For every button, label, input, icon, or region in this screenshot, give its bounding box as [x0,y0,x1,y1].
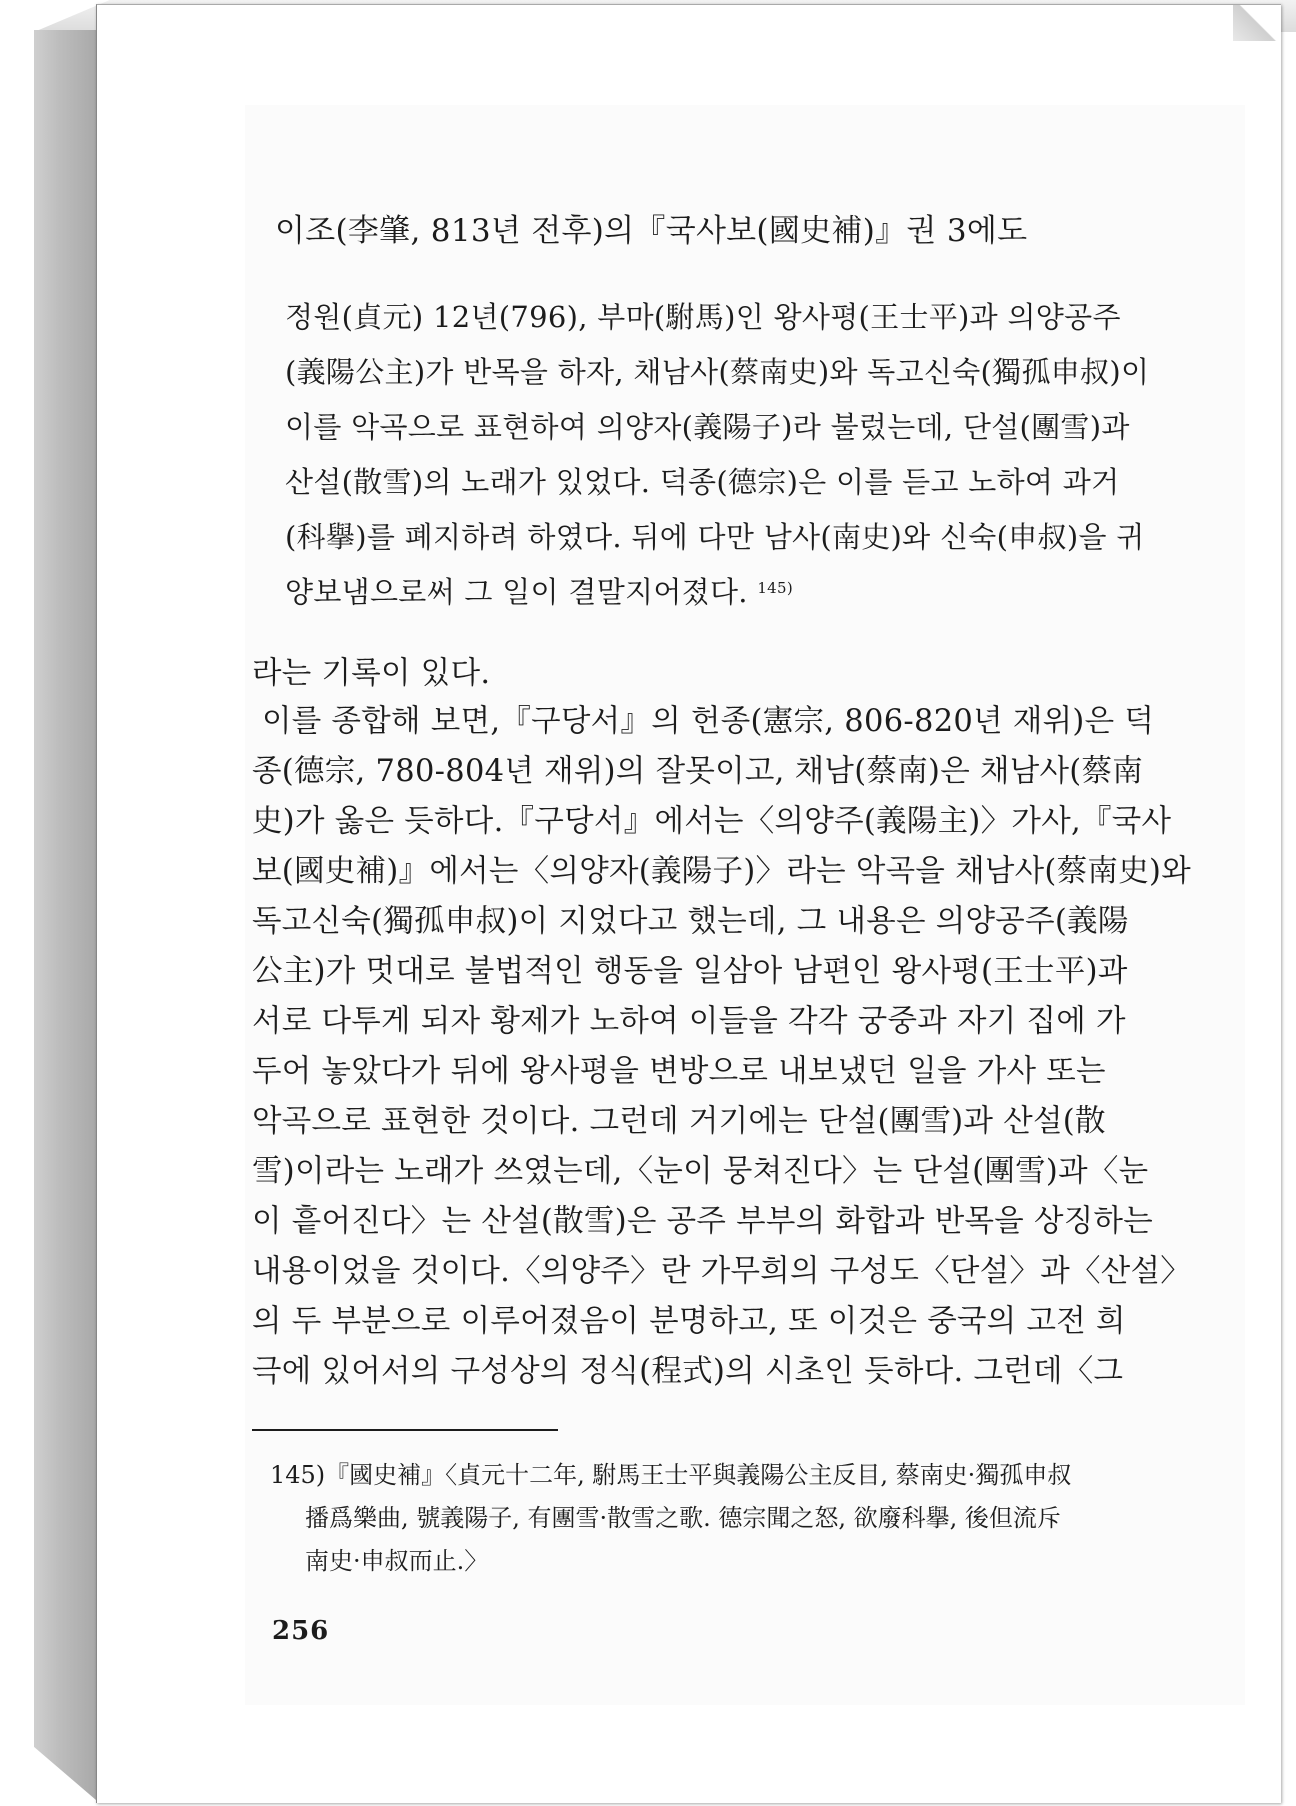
body-line: 악곡으로 표현한 것이다. 그런데 거기에는 단설(團雪)과 산설(散 [252,1104,1106,1139]
body-line: 史)가 옳은 듯하다.『구당서』에서는〈의양주(義陽主)〉가사,『국사 [252,804,1172,839]
page-number: 256 [272,1616,330,1646]
body-line: 두어 놓았다가 뒤에 왕사평을 변방으로 내보냈던 일을 가사 또는 [252,1054,1106,1089]
body-line: 독고신숙(獨孤申叔)이 지었다고 했는데, 그 내용은 의양공주(義陽 [252,904,1129,939]
body-line: 라는 기록이 있다. [252,656,491,691]
book-spine-edge [34,30,96,1800]
body-line: 公主)가 멋대로 불법적인 행동을 일삼아 남편인 왕사평(王士平)과 [252,954,1128,989]
quote-line: 산설(散雪)의 노래가 있었다. 덕종(德宗)은 이를 듣고 노하여 과거 [285,465,1120,499]
body-line: 내용이었을 것이다.〈의양주〉란 가무희의 구성도〈단설〉과〈산설〉 [252,1254,1192,1289]
quote-line: 이를 악곡으로 표현하여 의양자(義陽子)라 불렀는데, 단설(團雪)과 [285,410,1130,444]
body-line: 雪)이라는 노래가 쓰였는데,〈눈이 뭉쳐진다〉는 단설(團雪)과〈눈 [252,1154,1149,1189]
body-line: 서로 다투게 되자 황제가 노하여 이들을 각각 궁중과 자기 집에 가 [252,1004,1126,1039]
quote-line-text: 양보냄으로써 그 일이 결말지어졌다. [285,575,748,609]
quote-line: 정원(貞元) 12년(796), 부마(駙馬)인 왕사평(王士平)과 의양공주 [285,300,1121,334]
intro-line: 이조(李肇, 813년 전후)의『국사보(國史補)』권 3에도 [275,213,1028,249]
quote-line [285,570,793,611]
body-line: 보(國史補)』에서는〈의양자(義陽子)〉라는 악곡을 채남사(蔡南史)와 [252,854,1191,889]
page-corner [1233,5,1281,41]
body-line: 의 두 부분으로 이루어졌음이 분명하고, 또 이것은 중국의 고전 희 [252,1304,1126,1339]
body-line: 종(德宗, 780-804년 재위)의 잘못이고, 채남(蔡南)은 채남사(蔡南 [252,754,1144,789]
footnote-reference: 145) [757,579,794,597]
body-line: 이를 종합해 보면,『구당서』의 헌종(憲宗, 806-820년 재위)은 덕 [262,704,1155,739]
footnote-divider [252,1429,558,1431]
body-line: 이 흩어진다〉는 산설(散雪)은 공주 부부의 화합과 반목을 상징하는 [252,1204,1154,1239]
quote-line: (科擧)를 폐지하려 하였다. 뒤에 다만 남사(南史)와 신숙(申叔)을 귀 [285,520,1145,554]
footnote-line: 145)『國史補』〈貞元十二年, 駙馬王士平與義陽公主反目, 蔡南史·獨孤申叔 [270,1461,1072,1489]
footnote-line: 播爲樂曲, 號義陽子, 有團雪·散雪之歌. 德宗聞之怒, 欲廢科擧, 後但流斥 [305,1504,1061,1532]
body-line: 극에 있어서의 구성상의 정식(程式)의 시초인 듯하다. 그런데〈그 [252,1354,1124,1389]
quote-line: (義陽公主)가 반목을 하자, 채남사(蔡南史)와 독고신숙(獨孤申叔)이 [285,355,1150,389]
footnote-line: 南史·申叔而止.〉 [305,1547,489,1575]
